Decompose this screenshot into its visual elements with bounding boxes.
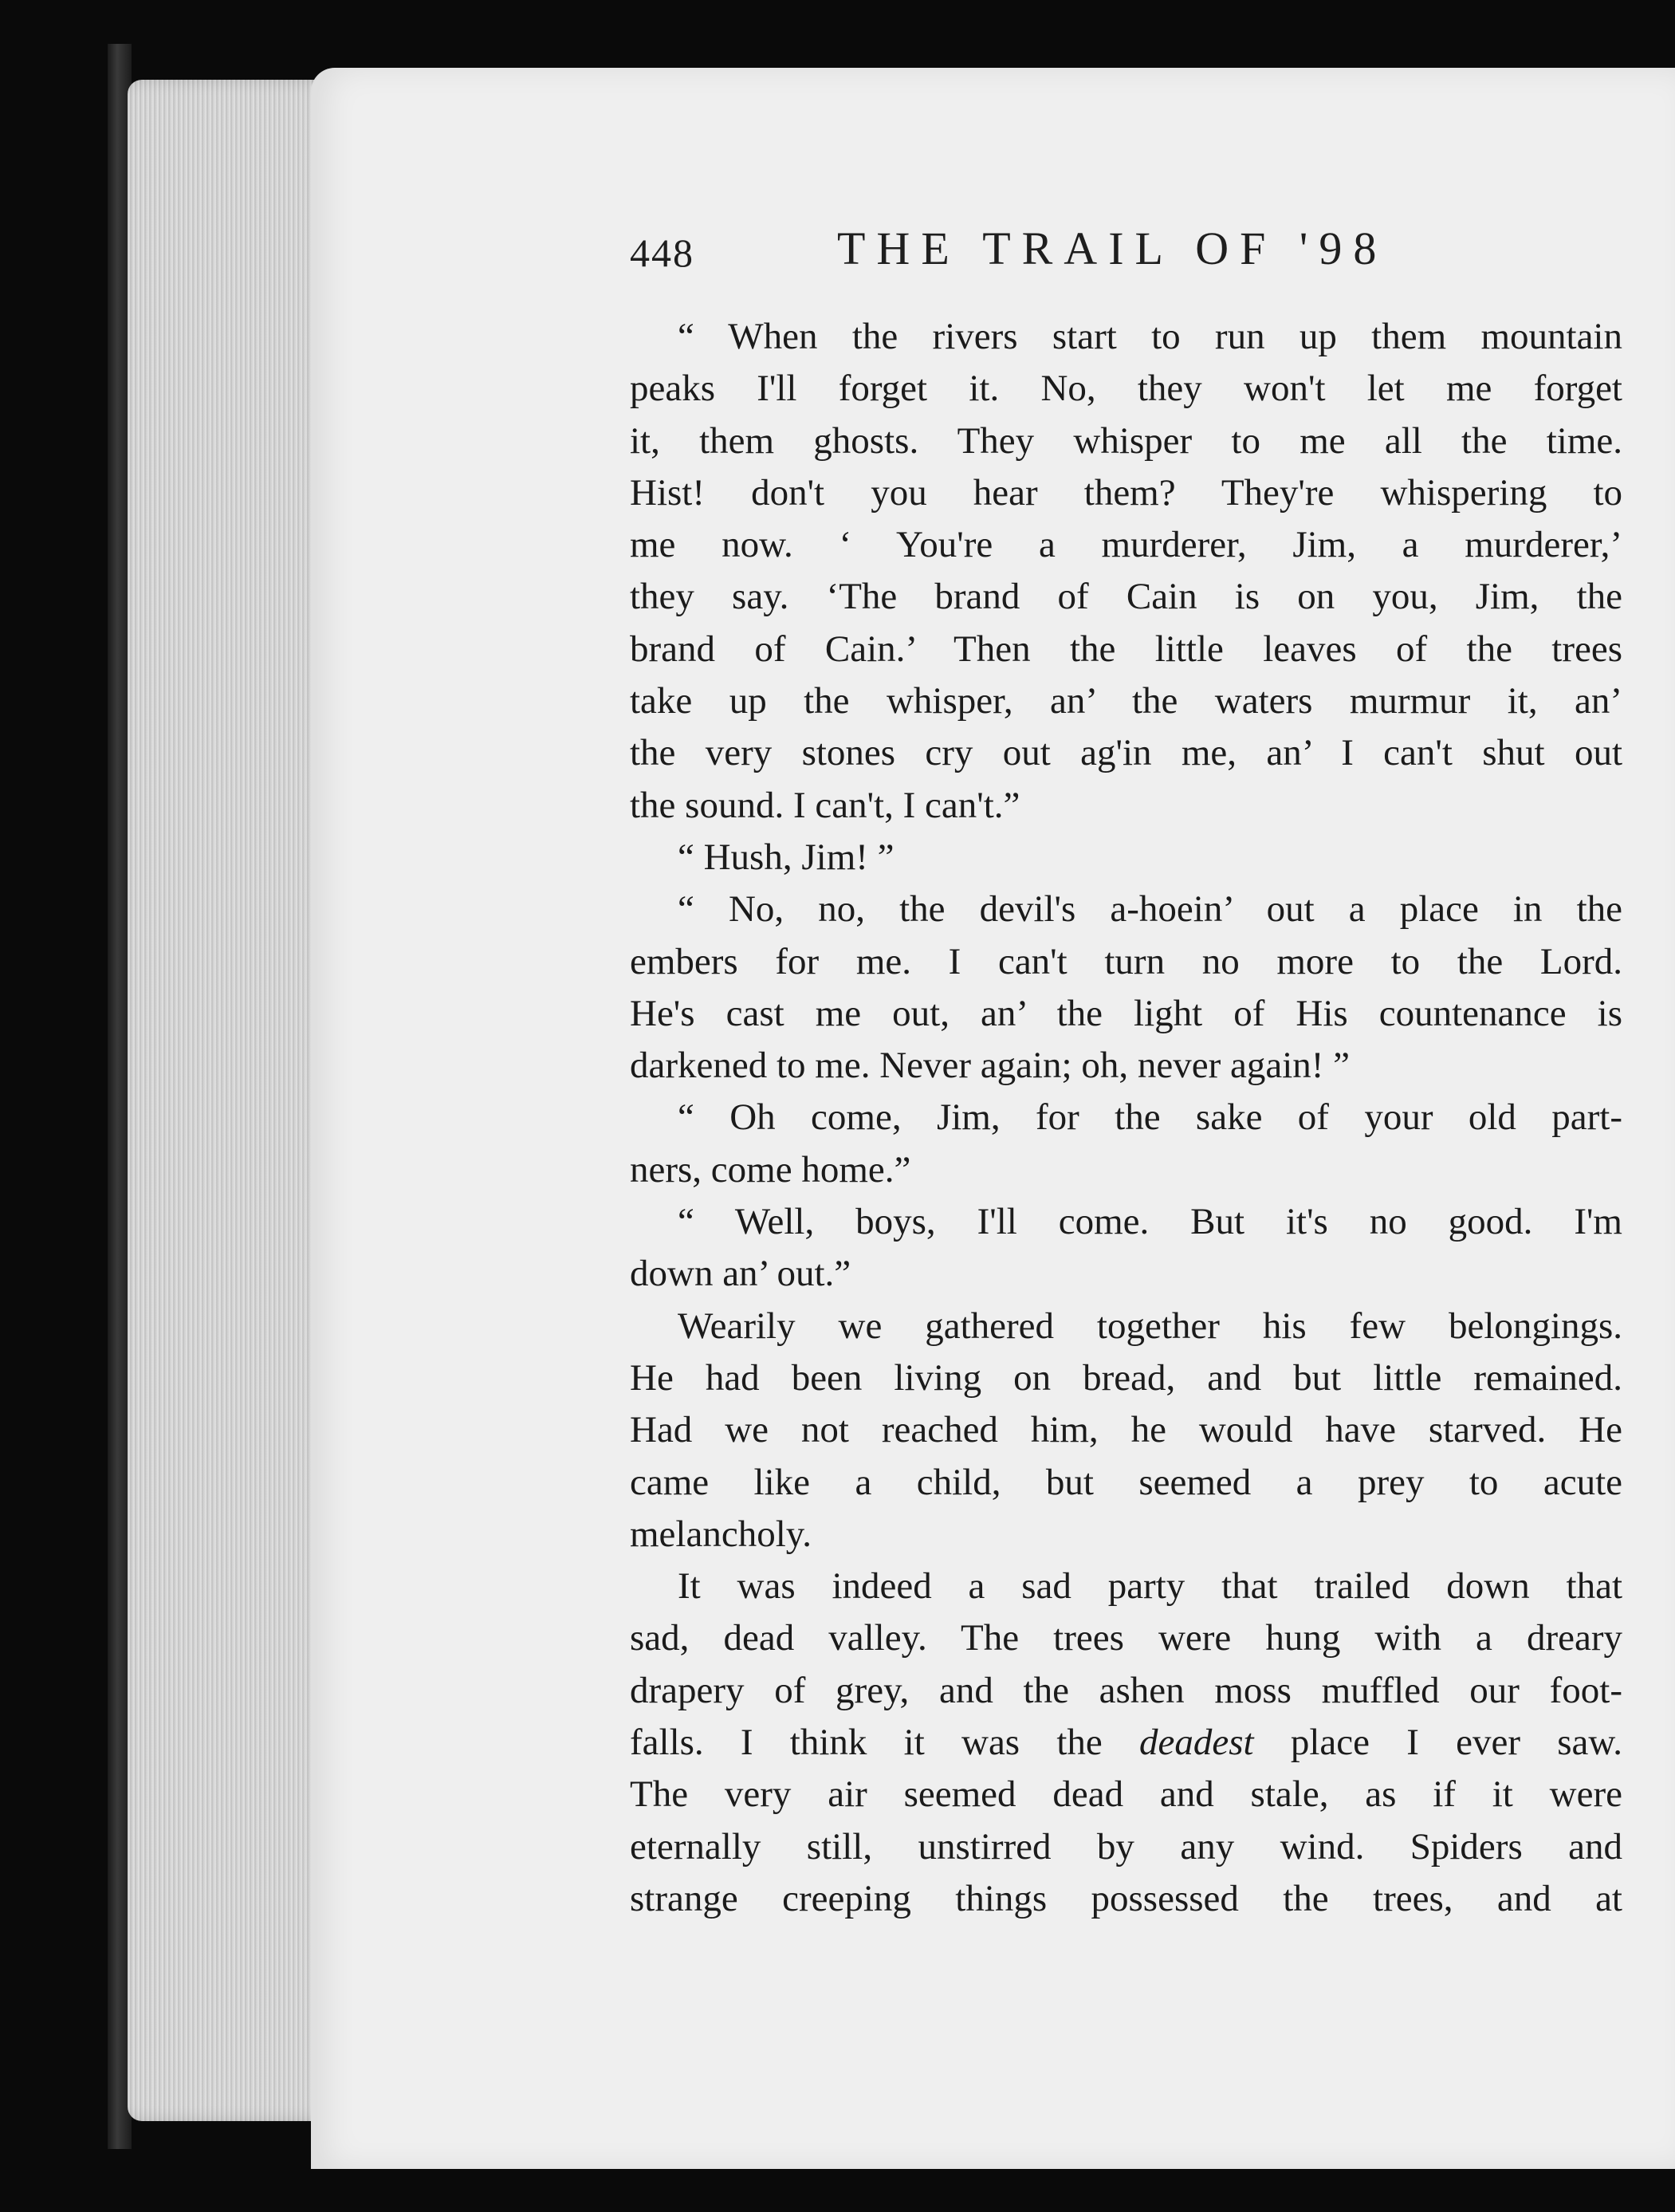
line-text: peaks I'll forget it. No, they won't let me forget	[630, 368, 1622, 410]
line-text: embers for me. I can't turn no more to the Lord.	[630, 940, 1622, 982]
line-text: The very air seemed dead and stale, as if it were	[630, 1773, 1622, 1816]
line-text: Hist! don't you hear them? They're whispering to	[630, 471, 1622, 514]
text-line	[630, 1196, 1622, 1248]
text-line	[630, 467, 1622, 519]
text-line	[630, 1821, 1622, 1873]
text-line	[630, 415, 1622, 467]
page-number: 448	[630, 230, 694, 275]
line-text: me now. ‘ You're a murderer, Jim, a murderer,’	[630, 524, 1622, 566]
text-line	[630, 727, 1622, 779]
running-title: THE TRAIL OF '98	[837, 222, 1388, 274]
text-line	[630, 780, 1622, 832]
text-line	[630, 1509, 1622, 1561]
line-text: He's cast me out, an’ the light of His countenance is	[630, 992, 1622, 1034]
line-text: eternally still, unstirred by any wind. Spiders and	[630, 1825, 1622, 1868]
line-text: take up the whisper, an’ the waters murmur it, an’	[630, 680, 1622, 722]
line-text: it, them ghosts. They whisper to me all the time.	[630, 419, 1622, 462]
line-text: falls. I think it was the	[630, 1722, 1103, 1764]
line-text: brand of Cain.’ Then the little leaves of the trees	[630, 628, 1622, 670]
text-line	[630, 1561, 1622, 1612]
line-text: He had been living on bread, and but little remained.	[630, 1356, 1622, 1399]
text-line	[630, 519, 1622, 571]
text-line	[630, 1457, 1622, 1509]
text-line	[630, 1665, 1622, 1717]
line-text: Wearily we gathered together his few belongings.	[678, 1305, 1622, 1347]
text-line	[630, 624, 1622, 675]
line-text: the very stones cry out ag'in me, an’ I can't shut out	[630, 732, 1622, 774]
line-text: “ Oh come, Jim, for the sake of your old part-	[678, 1096, 1622, 1139]
text-line	[630, 1404, 1622, 1456]
line-text: ners, come home.”	[630, 1148, 911, 1191]
text-line	[630, 1873, 1622, 1925]
text-line	[630, 1769, 1622, 1820]
text-line	[630, 1352, 1622, 1404]
text-line	[630, 1301, 1622, 1352]
line-text: strange creeping things possessed the trees, and at	[630, 1877, 1622, 1919]
text-line	[630, 675, 1622, 727]
line-text: It was indeed a sad party that trailed down that	[678, 1565, 1622, 1608]
italic-word: deadest	[1139, 1722, 1254, 1764]
text-line	[630, 1040, 1622, 1092]
text-line	[630, 884, 1622, 935]
line-text-continued: place I ever saw.	[1253, 1722, 1622, 1764]
text-line	[630, 988, 1622, 1040]
line-text: down an’ out.”	[630, 1253, 851, 1295]
line-text: “ Well, boys, I'll come. But it's no good. I'm	[678, 1201, 1622, 1243]
page-header	[630, 222, 1618, 285]
line-text: melancholy.	[630, 1513, 812, 1555]
page-edges	[128, 80, 327, 2121]
text-line	[630, 571, 1622, 623]
text-line	[630, 1248, 1622, 1300]
line-text: they say. ‘The brand of Cain is on you, Jim, the	[630, 576, 1622, 618]
body-text	[630, 311, 1622, 1925]
text-line	[630, 1144, 1622, 1196]
text-line	[630, 311, 1622, 363]
line-text: “ When the rivers start to run up them mountain	[678, 316, 1622, 357]
line-text: darkened to me. Never again; oh, never again! ”	[630, 1045, 1351, 1087]
line-text: the sound. I can't, I can't.”	[630, 784, 1020, 826]
text-line	[630, 1717, 1622, 1769]
text-line	[630, 832, 1622, 884]
text-line	[630, 1092, 1622, 1143]
line-text: Had we not reached him, he would have starved. He	[630, 1409, 1622, 1451]
text-line	[630, 363, 1622, 415]
text-line	[630, 936, 1622, 988]
text-line	[630, 1612, 1622, 1664]
line-text: drapery of grey, and the ashen moss muffled our foot-	[630, 1669, 1622, 1711]
line-text: “ No, no, the devil's a-hoein’ out a place in the	[678, 888, 1622, 931]
line-text: came like a child, but seemed a prey to acute	[630, 1461, 1622, 1503]
line-text: “ Hush, Jim! ”	[678, 836, 895, 878]
line-text: sad, dead valley. The trees were hung with a dreary	[630, 1617, 1622, 1659]
